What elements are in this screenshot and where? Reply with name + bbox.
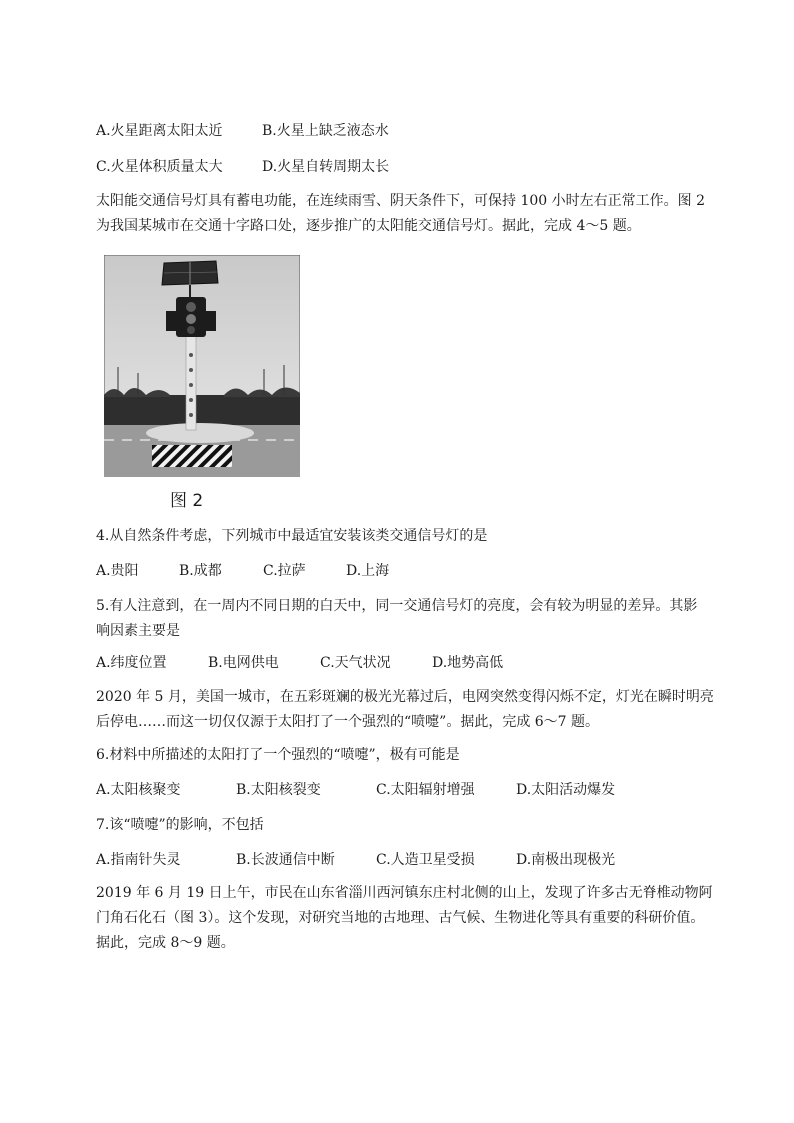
- q5-option-a: A.纬度位置: [96, 655, 167, 671]
- passage-4-5: [96, 189, 706, 239]
- q6-option-c: C.太阳辐射增强: [376, 782, 475, 798]
- q3-option-c: C.火星体积质量太大: [96, 159, 223, 175]
- q6-stem: 6.材料中所描述的太阳打了一个强烈的“喷嚏”，极有可能是: [96, 747, 460, 763]
- passage-8-9-line2: 门角石化石（图 3）。这个发现，对研究当地的古地理、古气候、生物进化等具有重要的科研价值。: [96, 910, 705, 926]
- passage-4-5-line1: 太阳能交通信号灯具有蓄电功能，在连续雨雪、阴天条件下，可保持 100 小时左右正常工作。图 2: [96, 193, 705, 209]
- figure-2-caption: 图 2: [170, 491, 204, 511]
- passage-4-5-line2: 为我国某城市在交通十字路口处，逐步推广的太阳能交通信号灯。据此，完成 4～5 题。: [96, 218, 641, 234]
- q3-option-d: D.火星自转周期太长: [262, 159, 390, 175]
- q7-option-d: D.南极出现极光: [516, 852, 616, 868]
- q5-option-b: B.电网供电: [208, 655, 279, 671]
- q7-option-c: C.人造卫星受损: [376, 852, 475, 868]
- q7-stem: 7.该“喷嚏”的影响，不包括: [96, 817, 264, 833]
- figure-2-solar-traffic-light-photo: [104, 255, 300, 477]
- passage-6-7: [96, 685, 714, 735]
- q6-option-b: B.太阳核裂变: [236, 782, 321, 798]
- q3-option-a: A.火星距离太阳太近: [96, 123, 223, 139]
- q4-option-c: C.拉萨: [263, 563, 306, 579]
- q3-option-b: B.火星上缺乏液态水: [262, 123, 389, 139]
- q4-option-b: B.成都: [179, 563, 222, 579]
- q7-option-a: A.指南针失灵: [96, 852, 181, 868]
- q5-option-c: C.天气状况: [320, 655, 391, 671]
- q4-option-d: D.上海: [346, 563, 390, 579]
- passage-6-7-line1: 2020 年 5 月，美国一城市，在五彩斑斓的极光光幕过后，电网突然变得闪烁不定，灯光在瞬时明亮: [96, 689, 714, 705]
- q4-option-a: A.贵阳: [96, 563, 139, 579]
- q6-option-d: D.太阳活动爆发: [516, 782, 616, 798]
- q5-stem-line1: 5.有人注意到，在一周内不同日期的白天中，同一交通信号灯的亮度，会有较为明显的差异。其影: [96, 598, 698, 614]
- q6-option-a: A.太阳核聚变: [96, 782, 181, 798]
- passage-8-9-line1: 2019 年 6 月 19 日上午，市民在山东省淄川西河镇东庄村北侧的山上，发现了许多古无脊椎动物阿: [96, 885, 713, 901]
- passage-6-7-line2: 后停电……而这一切仅仅源于太阳打了一个强烈的“喷嚏”。据此，完成 6～7 题。: [96, 714, 600, 730]
- q5-stem-line2: 响因素主要是: [96, 623, 180, 639]
- q5-stem: [96, 594, 706, 644]
- passage-8-9: [96, 881, 713, 956]
- q7-option-b: B.长波通信中断: [236, 852, 335, 868]
- q4-stem: 4.从自然条件考虑，下列城市中最适宜安装该类交通信号灯的是: [96, 528, 488, 544]
- passage-8-9-line3: 据此，完成 8～9 题。: [96, 935, 235, 951]
- q5-option-d: D.地势高低: [432, 655, 504, 671]
